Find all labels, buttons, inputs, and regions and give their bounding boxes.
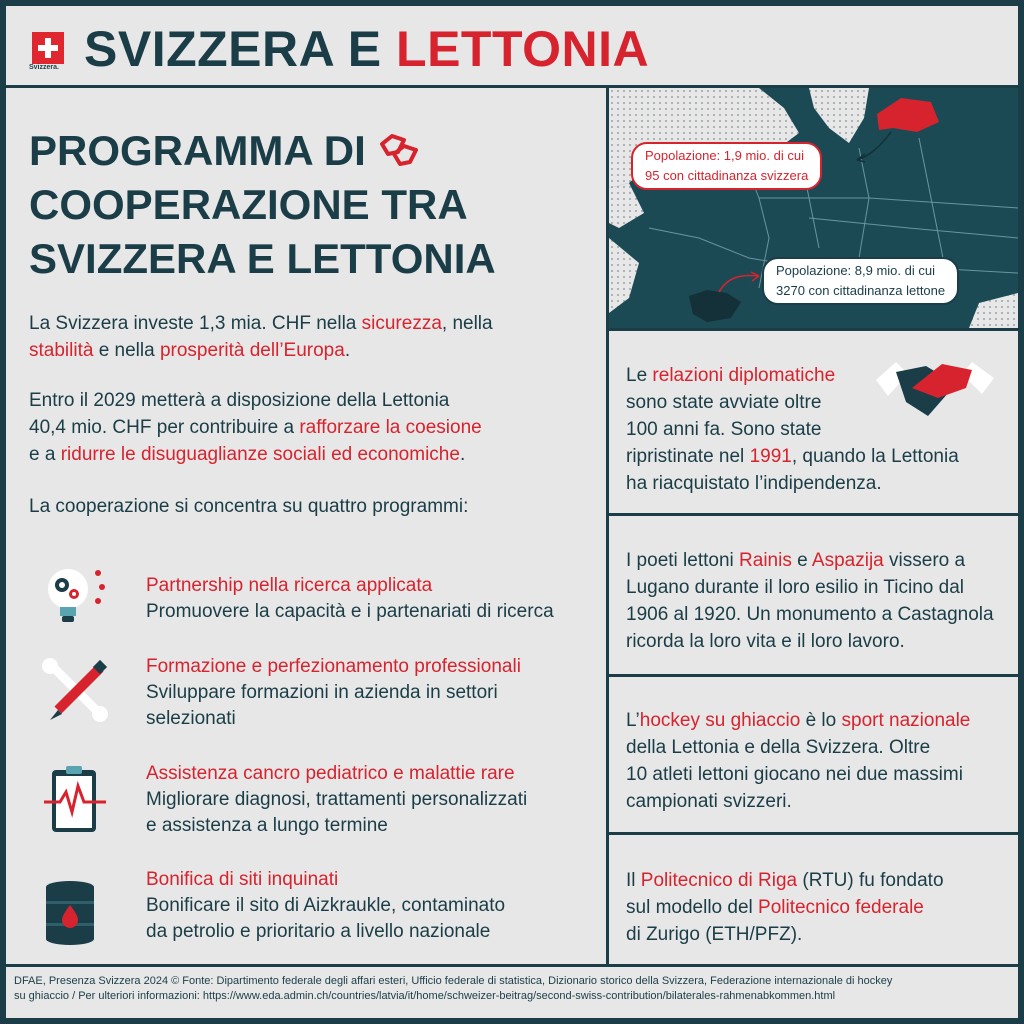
program-title: Assistenza cancro pediatrico e malattie rare xyxy=(146,763,515,784)
oil-barrel-icon xyxy=(40,877,110,947)
program-title: Formazione e perfezionamento professionali xyxy=(146,656,521,677)
lightbulb-gears-icon xyxy=(40,563,110,633)
program-desc: Migliorare diagnosi, trattamenti personalizzati e assistenza a lungo termine xyxy=(146,789,528,836)
fact-rtu-text: Il Politecnico di Riga (RTU) fu fondato sul modello del Politecnico federale di Zurigo (ETH/PFZ). xyxy=(626,870,944,945)
fact-diplomacy-text: Le relazioni diplomatiche sono state avviate oltre 100 anni fa. Sono state ripristinate nel 1991, quando la Lettonia ha riacquistato l’indipendenza. xyxy=(626,365,959,494)
clipboard-heartbeat-icon xyxy=(40,764,110,834)
switzerland-population-callout: Popolazione: 8,9 mio. di cui 3270 con cittadinanza lettone xyxy=(762,257,959,305)
fact-hockey-text: L’hockey su ghiaccio è lo sport nazionale della Lettonia e della Svizzera. Oltre 10 atleti lettoni giocano nei due massimi campionati svizzeri. xyxy=(626,710,971,812)
program-desc: Promuovere la capacità e i partenariati di ricerca xyxy=(146,601,554,622)
footer-source: DFAE, Presenza Svizzera 2024 © Fonte: Dipartimento federale degli affari esteri, Ufficio federale di statistica, Dizionario storico della Svizzera, Federazione internazionale di hockey su ghiaccio / Per ulteriori informazioni: https://www.eda.admin.ch/countries/latvia/it/home/schweizer-beitrag/second-swiss-contribution/bilaterales-rahmenabkommen.html xyxy=(14,975,893,1002)
header xyxy=(6,6,1018,85)
intro-paragraph-2: Entro il 2029 metterà a disposizione della Lettonia 40,4 mio. CHF per contribuire a rafforzare la coesione e a ridurre le disuguaglianze sociali ed economiche. xyxy=(29,390,482,465)
program-title: Bonifica di siti inquinati xyxy=(146,869,339,890)
swiss-flag-icon xyxy=(32,32,64,64)
program-desc: Bonificare il sito di Aizkraukle, contaminato da petrolio e prioritario a livello nazionale xyxy=(146,895,506,942)
flag-label: Svizzera. xyxy=(29,64,59,71)
intro-paragraph-3: La cooperazione si concentra su quattro programmi: xyxy=(29,496,469,517)
chain-link-icon xyxy=(374,132,422,170)
page-title: SVIZZERA E LETTONIA xyxy=(84,21,650,77)
wrench-pencil-icon xyxy=(40,656,110,726)
latvia-population-callout: Popolazione: 1,9 mio. di cui 95 con cittadinanza svizzera xyxy=(631,142,822,190)
program-title: Partnership nella ricerca applicata xyxy=(146,575,433,596)
intro-paragraph-1: La Svizzera investe 1,3 mia. CHF nella sicurezza, nella stabilità e nella prosperità dell’Europa. xyxy=(29,313,493,361)
fact-poets-text: I poeti lettoni Rainis e Aspazija vissero a Lugano durante il loro esilio in Ticino dal 1906 al 1920. Un monumento a Castagnola ricorda la loro vita e il loro lavoro. xyxy=(626,550,994,652)
section-heading: PROGRAMMA DI COOPERAZIONE TRA SVIZZERA E LETTONIA xyxy=(29,127,496,282)
program-desc: Sviluppare formazioni in azienda in settori selezionati xyxy=(146,682,498,729)
handshake-icon xyxy=(876,358,994,430)
